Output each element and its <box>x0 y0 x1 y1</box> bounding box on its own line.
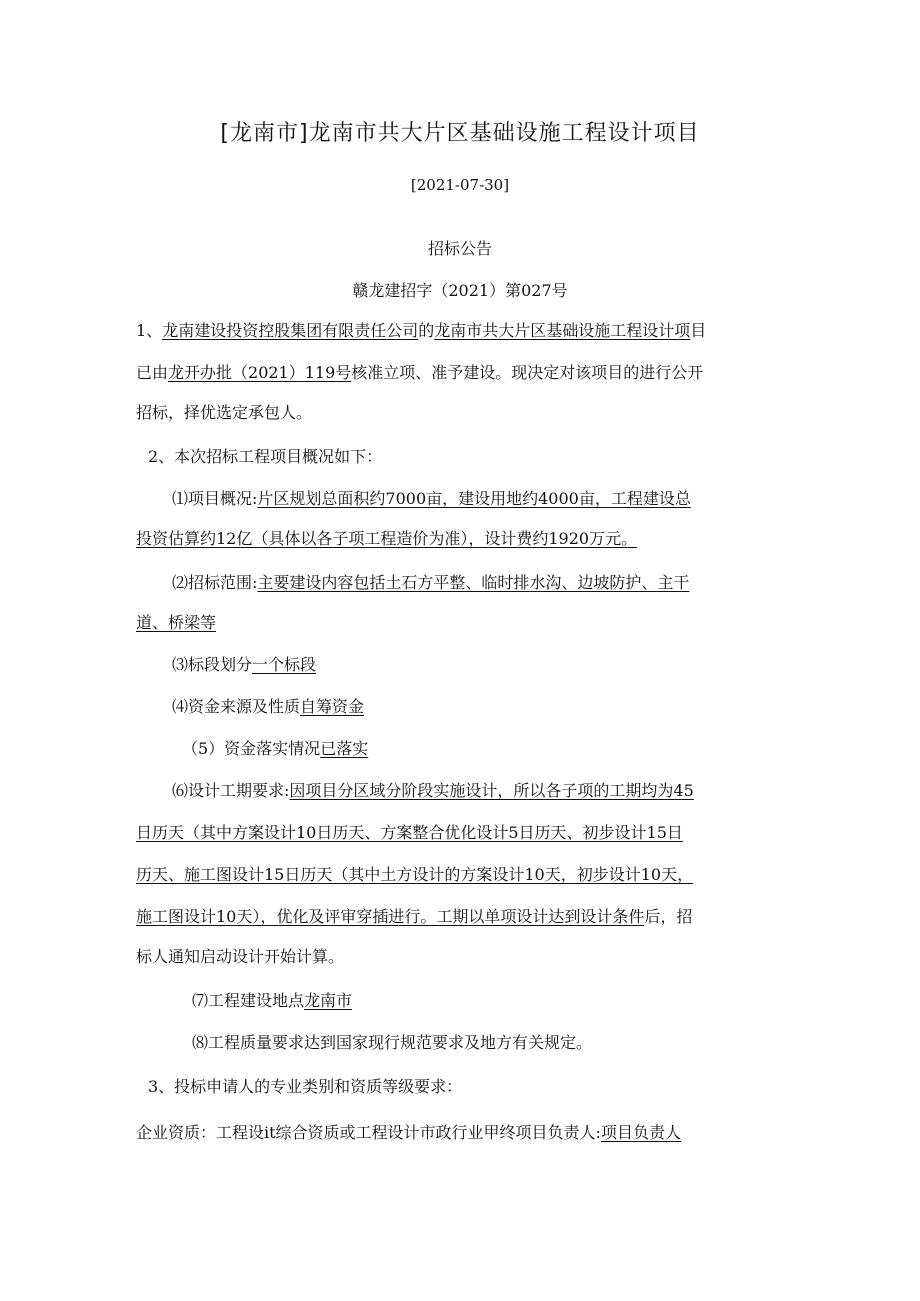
item6-text-4: 施工图设计10天），优化及评审穿插进行。工期以单项设计达到设计条件 <box>136 907 645 926</box>
item2-label: ⑵招标范围: <box>172 573 258 592</box>
item2-text-cont: 道、桥梁等 <box>136 613 217 632</box>
item8: ⑻工程质量要求达到国家现行规范要求及地方有关规定。 <box>192 1033 593 1052</box>
item7 <box>192 990 352 1012</box>
item3 <box>172 654 316 676</box>
item2-line1 <box>172 572 689 594</box>
document-title: [龙南市]龙南市共大片区基础设施工程设计项目 <box>220 121 700 146</box>
item7-label: ⑺工程建设地点 <box>192 991 305 1010</box>
item6-text-4-tail: 后，招 <box>644 907 693 926</box>
section1-line2-post: 核准立项、准予建设。现决定对该项目的进行公开 <box>351 363 704 382</box>
section3-heading: 3、投标申请人的专业类别和资质等级要求： <box>148 1077 463 1096</box>
item6-text: 因项目分区域分阶段实施设计，所以各子项的工期均为45 <box>289 781 694 800</box>
item1-text-cont: 投资估算约12亿（具体以各子项工程造价为准），设计费约1920万元。 <box>136 529 638 548</box>
section3-line1 <box>136 1122 792 1144</box>
section1-line1 <box>136 320 792 342</box>
approval-number: 龙开办批（2021）119号 <box>168 363 352 382</box>
item6-line4 <box>136 906 792 928</box>
qualification-text: 企业资质：工程设it综合资质或工程设计市政行业甲终项目负责人: <box>136 1123 601 1142</box>
project-name: 龙南市共大片区基础设施工程设计项 <box>434 321 691 340</box>
section1-of: 的 <box>418 321 435 340</box>
section1-line2-pre: 已由 <box>136 363 169 382</box>
item5 <box>182 738 368 760</box>
section2-heading: 2、本次招标工程项目概况如下： <box>148 447 383 466</box>
item6-label: ⑹设计工期要求: <box>172 781 290 800</box>
item6-line5: 标人通知启动设计开始计算。 <box>136 947 345 966</box>
item6-line3 <box>136 864 792 886</box>
section1-line2 <box>136 362 792 384</box>
item5-value: 已落实 <box>320 739 369 758</box>
item1-line2 <box>136 528 792 550</box>
notice-title: 招标公告 <box>427 239 492 258</box>
item6-text-2: 日历天（其中方案设计10日历天、方案整合优化设计5日历天、初步设计15日 <box>136 823 683 842</box>
item3-label: ⑶标段划分 <box>172 655 253 674</box>
item2-line2 <box>136 612 792 634</box>
project-leader-value: 项目负责人 <box>600 1123 681 1142</box>
owner-name: 龙南建设投资控股集团有限责任公司 <box>162 321 419 340</box>
item7-value: 龙南市 <box>304 991 353 1010</box>
item3-value: 一个标段 <box>252 655 317 674</box>
item4-label: ⑷资金来源及性质 <box>172 697 301 716</box>
publish-date: [2021-07-30] <box>410 176 510 194</box>
item6-line1 <box>172 780 694 802</box>
item4-value: 自筹资金 <box>300 697 365 716</box>
item2-text: 主要建设内容包括土石方平整、临时排水沟、边坡防护、主干 <box>257 573 690 592</box>
item6-line2 <box>136 822 792 844</box>
item1-label: ⑴项目概况: <box>172 489 258 508</box>
section1-prefix: 1、 <box>136 321 163 340</box>
item5-label: （5）资金落实情况 <box>182 739 321 758</box>
item1-text: 片区规划总面积约7000亩，建设用地约4000亩，工程建设总 <box>257 489 691 508</box>
section1-tail: 目 <box>690 321 707 340</box>
doc-number: 赣龙建招字（2021）第027号 <box>352 281 568 300</box>
section1-line3: 招标，择优选定承包人。 <box>136 403 313 422</box>
item1-line1 <box>172 488 691 510</box>
item6-text-3: 历天、施工图设计15日历天（其中土方设计的方案设计10天，初步设计10天， <box>136 865 694 884</box>
item4 <box>172 696 364 718</box>
